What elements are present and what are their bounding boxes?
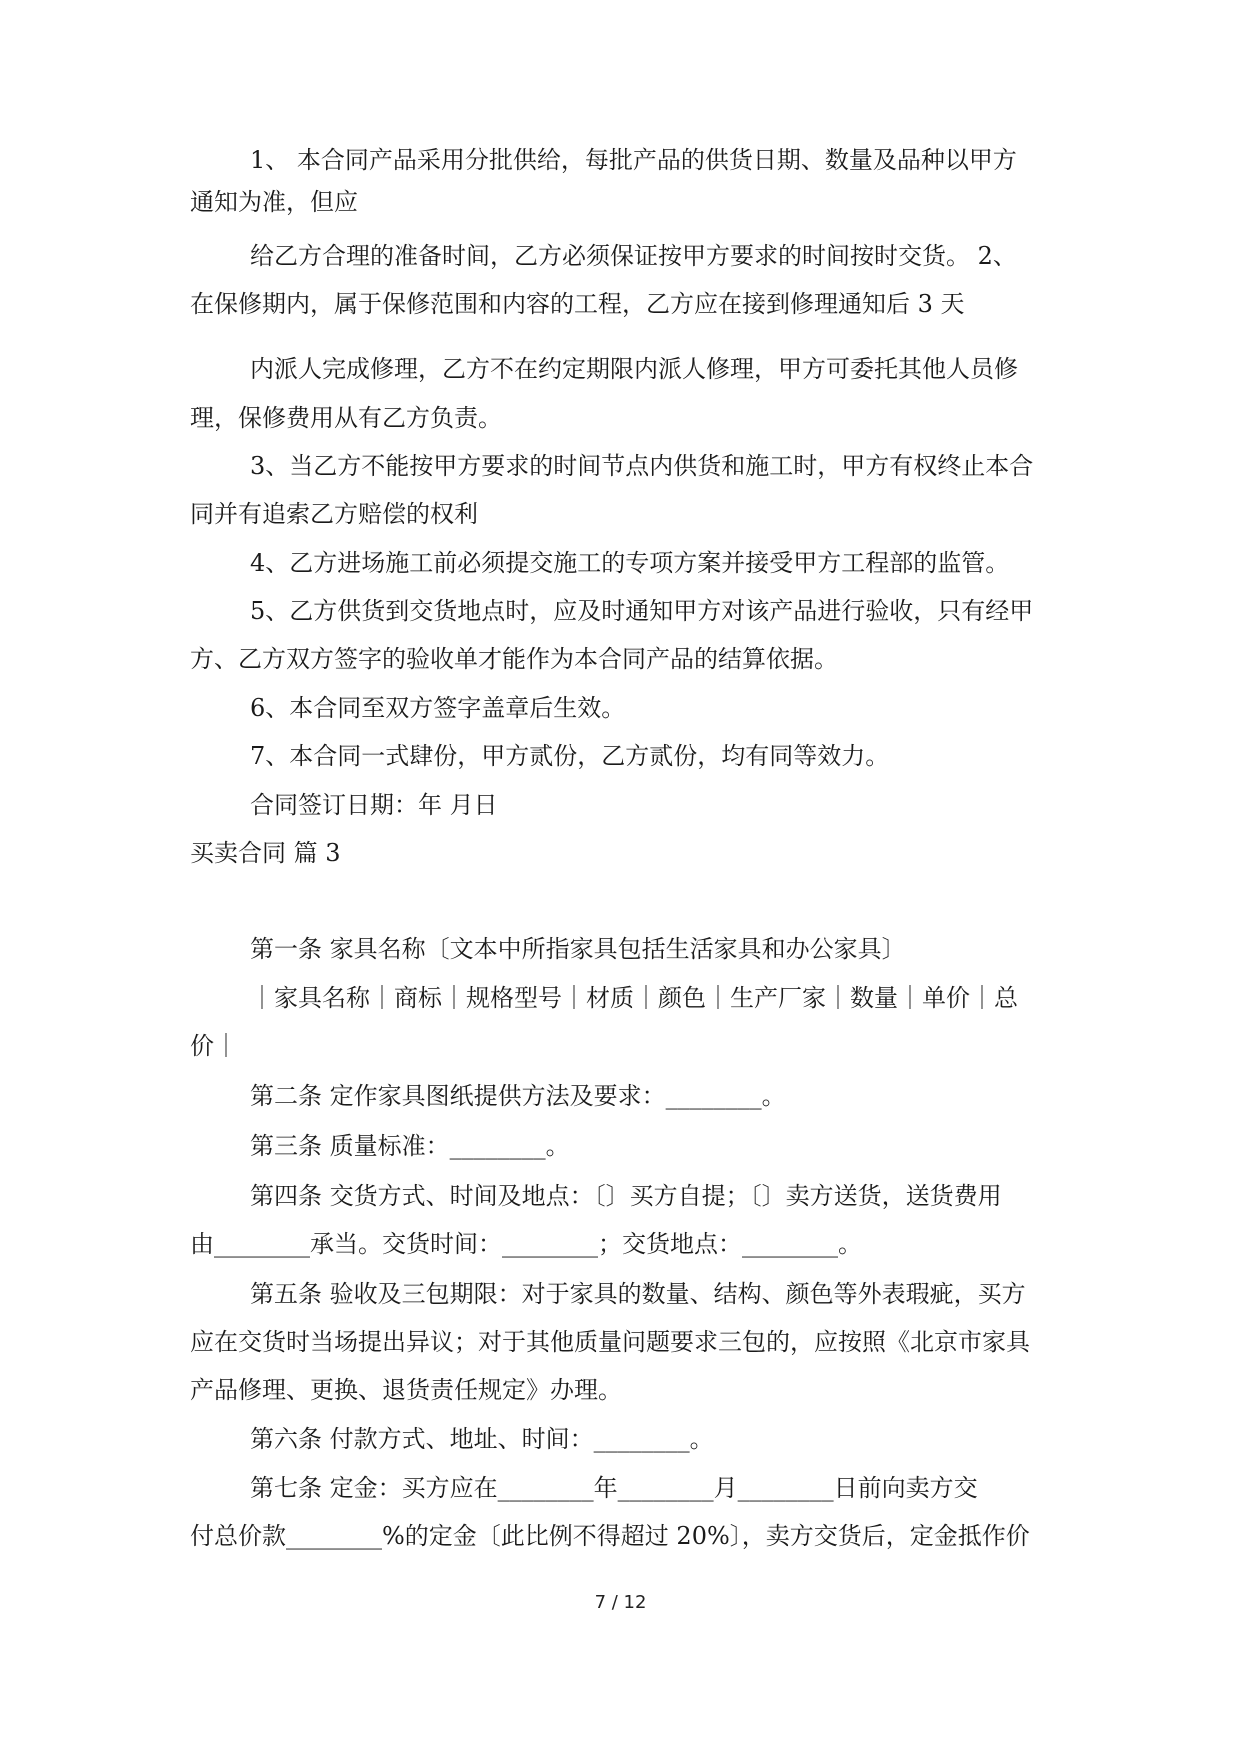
paragraph-line: 产品修理、更换、退货责任规定》办理。 bbox=[190, 1376, 622, 1404]
paragraph-line: 4、乙方进场施工前必须提交施工的专项方案并接受甲方工程部的监管。 bbox=[250, 549, 1010, 577]
paragraph-line: 第三条 质量标准：________。 bbox=[250, 1132, 570, 1160]
paragraph-line: 应在交货时当场提出异议；对于其他质量问题要求三包的，应按照《北京市家具 bbox=[190, 1328, 1030, 1356]
paragraph-line: 3、当乙方不能按甲方要求的时间节点内供货和施工时，甲方有权终止本合 bbox=[250, 452, 1034, 480]
paragraph-line: 合同签订日期：年 月日 bbox=[250, 791, 498, 819]
paragraph-line: 付总价款________%的定金〔此比例不得超过 20%〕，卖方交货后，定金抵作价 bbox=[190, 1522, 1030, 1550]
paragraph-line: 第一条 家具名称〔文本中所指家具包括生活家具和办公家具〕 bbox=[250, 935, 906, 963]
paragraph-line: 第七条 定金：买方应在________年________月________日前向卖方交 bbox=[250, 1474, 978, 1502]
paragraph-line: 方、乙方双方签字的验收单才能作为本合同产品的结算依据。 bbox=[190, 645, 838, 673]
paragraph-line: 第五条 验收及三包期限：对于家具的数量、结构、颜色等外表瑕疵，买方 bbox=[250, 1280, 1026, 1308]
paragraph-line: 第六条 付款方式、地址、时间：________。 bbox=[250, 1425, 714, 1453]
paragraph-line: 第四条 交货方式、时间及地点：〔〕买方自提；〔〕卖方送货，送货费用 bbox=[250, 1182, 1002, 1210]
paragraph-line: 同并有追索乙方赔偿的权利 bbox=[190, 500, 478, 528]
paragraph-line: ｜家具名称｜商标｜规格型号｜材质｜颜色｜生产厂家｜数量｜单价｜总 bbox=[250, 984, 1018, 1012]
paragraph-line: 5、乙方供货到交货地点时，应及时通知甲方对该产品进行验收，只有经甲 bbox=[250, 597, 1034, 625]
paragraph-line: 给乙方合理的准备时间，乙方必须保证按甲方要求的时间按时交货。 2、 bbox=[250, 242, 1017, 270]
paragraph-line: 通知为准，但应 bbox=[190, 188, 358, 216]
paragraph-line: 价｜ bbox=[190, 1032, 238, 1060]
paragraph-line: 在保修期内，属于保修范围和内容的工程，乙方应在接到修理通知后 3 天 bbox=[190, 290, 965, 318]
paragraph-line: 内派人完成修理，乙方不在约定期限内派人修理，甲方可委托其他人员修 bbox=[250, 355, 1018, 383]
paragraph-line: 理，保修费用从有乙方负责。 bbox=[190, 404, 502, 432]
paragraph-line: 6、本合同至双方签字盖章后生效。 bbox=[250, 694, 626, 722]
paragraph-line: 1、 本合同产品采用分批供给，每批产品的供货日期、数量及品种以甲方 bbox=[250, 146, 1017, 174]
paragraph-line: 第二条 定作家具图纸提供方法及要求：________。 bbox=[250, 1082, 786, 1110]
section-heading: 买卖合同 篇 3 bbox=[190, 839, 341, 867]
paragraph-line: 7、本合同一式肆份，甲方贰份，乙方贰份，均有同等效力。 bbox=[250, 742, 890, 770]
page-number: 7 / 12 bbox=[594, 1592, 647, 1613]
paragraph-line: 由________承当。交货时间：________；交货地点：________。 bbox=[190, 1230, 862, 1258]
